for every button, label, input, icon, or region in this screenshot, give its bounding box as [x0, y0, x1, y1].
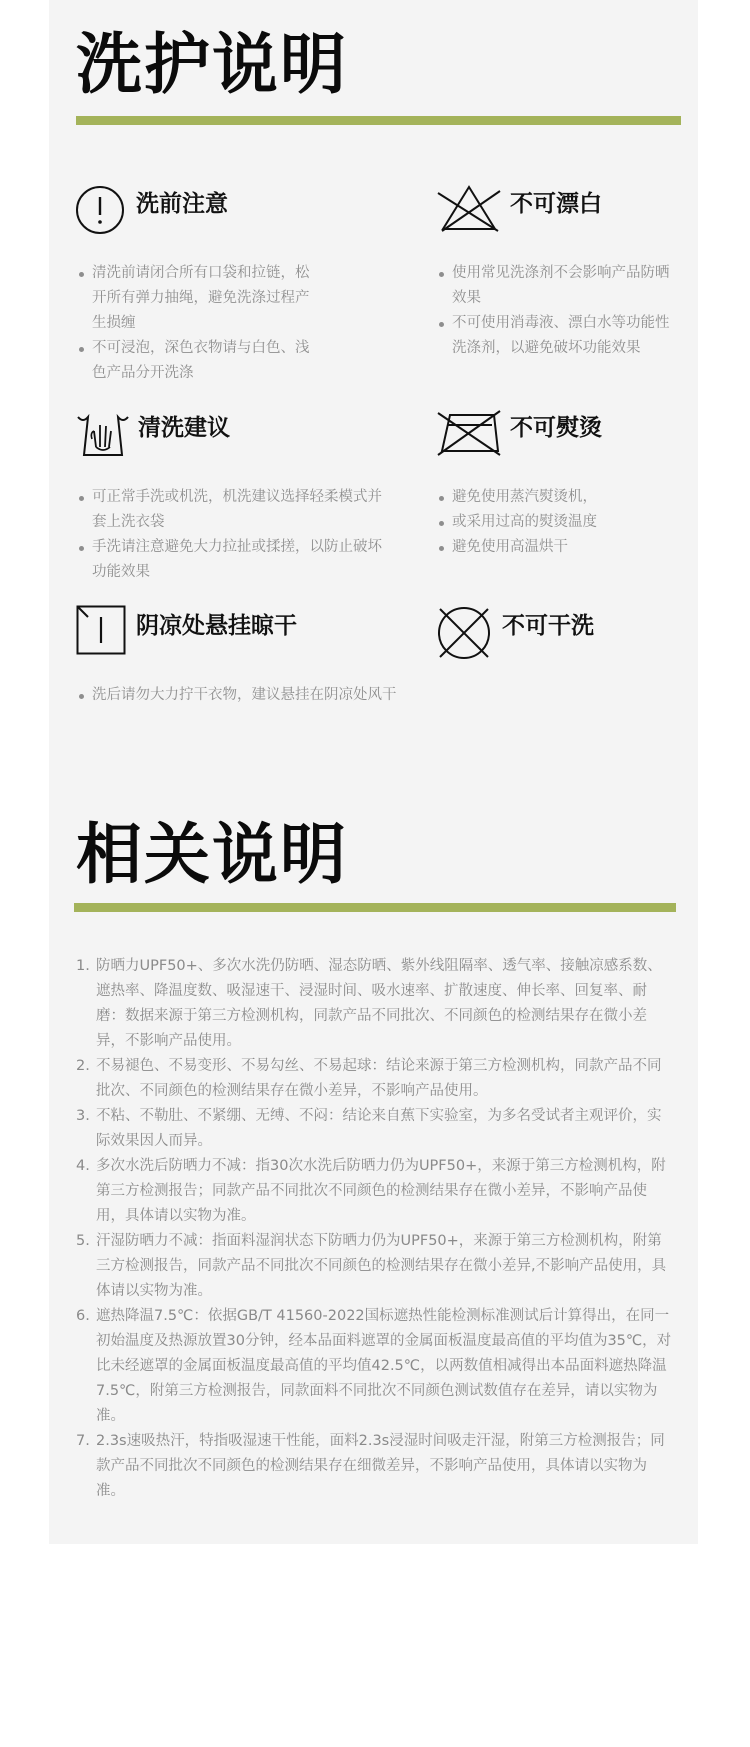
care-item-title: 洗前注意	[136, 191, 228, 217]
no-iron-icon	[436, 407, 502, 463]
care-item-wash-advice	[76, 407, 396, 585]
notes-list	[76, 954, 674, 1504]
care-item-shade-dry	[76, 605, 396, 708]
list-item: 1. 防晒力UPF50+、多次水洗仍防晒、湿态防晒、紫外线阻隔率、透气率、接触凉感系数、遮热率、降温度数、吸湿速干、浸湿时间、吸水速率、扩散速度、伸长率、回复率、耐磨：数据来源于第三方检测机构，同款产品不同批次、不同颜色的检测结果存在微小差异，不影响产品使用。	[76, 958, 662, 1049]
care-bullet: 洗后请勿大力拧干衣物，建议悬挂在阴凉处风干	[92, 683, 412, 708]
care-item-title: 不可熨烫	[510, 415, 602, 441]
care-item-pre-wash	[76, 183, 396, 386]
warning-circle-icon	[76, 183, 132, 239]
care-bullet: 手洗请注意避免大力拉扯或揉搓，以防止破坏功能效果	[92, 535, 396, 585]
no-dry-clean-icon	[436, 605, 492, 661]
care-item-no-bleach	[436, 183, 750, 361]
list-item: 5. 汗湿防晒力不减：指面料湿润状态下防晒力仍为UPF50+，来源于第三方检测机构，附第三方检测报告，同款产品不同批次不同颜色的检测结果存在微小差异,不影响产品使用，具体请以实物为准。	[76, 1233, 667, 1299]
notes-title-underline	[74, 903, 676, 912]
care-bullet: 避免使用高温烘干	[452, 535, 673, 560]
care-bullet: 不可使用消毒液、漂白水等功能性洗涤剂，以避免破坏功能效果	[452, 311, 673, 361]
care-item-title: 阴凉处悬挂晾干	[136, 613, 297, 639]
list-item: 3. 不粘、不勒肚、不紧绷、无缚、不闷：结论来自蕉下实验室，为多名受试者主观评价，实际效果因人而异。	[76, 1108, 662, 1149]
care-item-title: 不可干洗	[502, 613, 594, 639]
care-bullet: 不可浸泡，深色衣物请与白色、浅色产品分开洗涤	[92, 336, 321, 386]
care-item-title: 清洗建议	[138, 415, 230, 441]
no-bleach-icon	[436, 183, 502, 239]
notes-section-title: 相关说明	[76, 816, 348, 893]
care-bullet: 清洗前请闭合所有口袋和拉链，松开所有弹力抽绳，避免洗涤过程产生损缠	[92, 261, 321, 336]
hand-wash-icon	[76, 407, 132, 463]
list-item: 6. 遮热降温7.5℃：依据GB/T 41560-2022国标遮热性能检测标准测试后计算得出，在同一初始温度及热源放置30分钟，经本品面料遮罩的金属面板温度最高值的平均值为35℃，对比未经遮罩的金属面板温度最高值的平均值42.5℃，以两数值相减得出本品面料遮热降温7.5℃，附第三方检测报告，同款面料不同批次不同颜色测试数值存在差异，请以实物为准。	[76, 1308, 672, 1424]
care-title-underline	[76, 116, 681, 125]
care-bullet: 避免使用蒸汽熨烫机，	[452, 485, 673, 510]
care-bullet: 可正常手洗或机洗，机洗建议选择轻柔模式并套上洗衣袋	[92, 485, 396, 535]
list-item: 2. 不易褪色、不易变形、不易勾丝、不易起球：结论来源于第三方检测机构，同款产品不同批次、不同颜色的检测结果存在微小差异，不影响产品使用。	[76, 1058, 662, 1099]
list-item: 4. 多次水洗后防晒力不减：指30次水洗后防晒力仍为UPF50+，来源于第三方检测机构，附第三方检测报告；同款产品不同批次不同颜色的检测结果存在微小差异，不影响产品使用，具体请以实物为准。	[76, 1158, 666, 1224]
list-item: 7. 2.3s速吸热汗，特指吸湿速干性能，面料2.3s浸湿时间吸走汗湿，附第三方检测报告；同款产品不同批次不同颜色的检测结果存在细微差异，不影响产品使用，具体请以实物为准。	[76, 1433, 665, 1499]
care-item-title: 不可漂白	[510, 191, 602, 217]
care-section-title: 洗护说明	[76, 26, 348, 103]
care-item-no-dry-clean	[436, 605, 750, 661]
line-dry-shade-icon	[76, 605, 126, 655]
care-item-no-iron	[436, 407, 750, 560]
care-bullet: 或采用过高的熨烫温度	[452, 510, 673, 535]
care-bullet: 使用常见洗涤剂不会影响产品防晒效果	[452, 261, 673, 311]
